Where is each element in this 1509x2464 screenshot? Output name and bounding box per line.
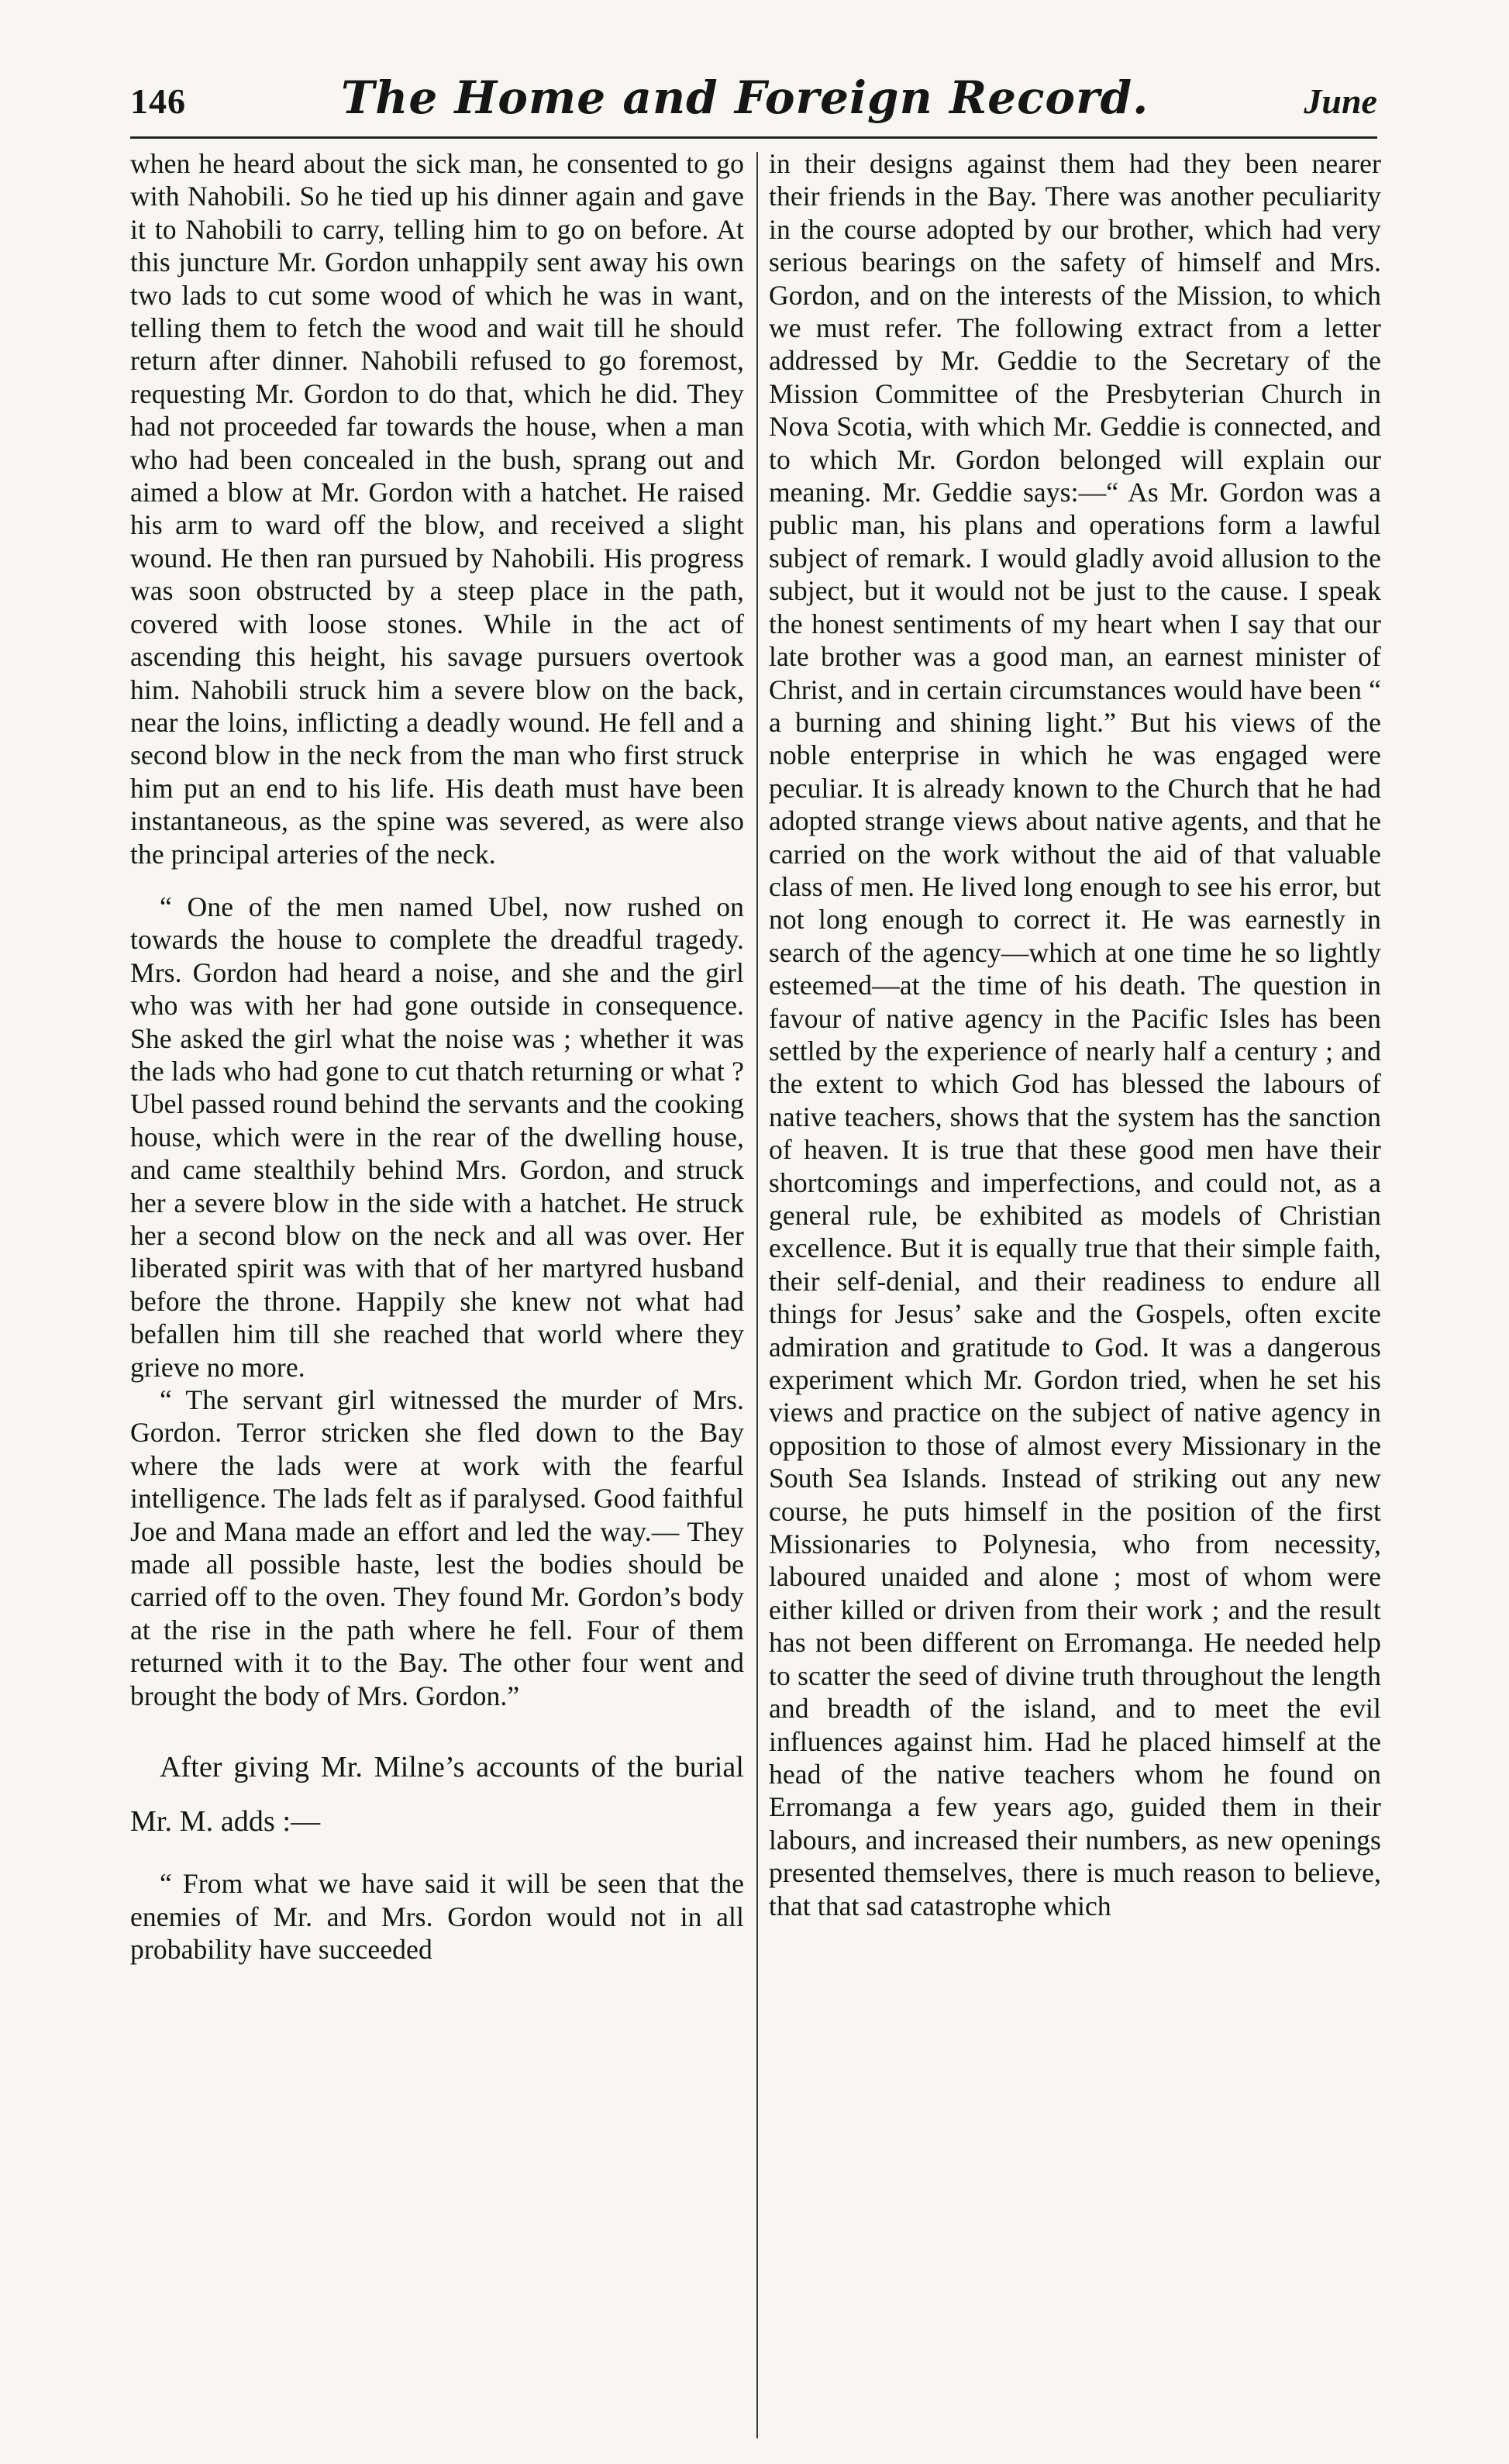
intro-paragraph: After giving Mr. Milne’s accounts of the burial Mr. M. adds :—: [130, 1751, 744, 1839]
column-divider: [756, 152, 758, 2438]
paragraph: when he heard about the sick man, he consented to go with Nahobili. So he tied up his dinner again and gave it to Nahobili to carry, telling him to go on before. At this juncture Mr. Gordon unhappily sent away his own two lads to cut some wood of which he was in want, telling them to fetch the wood and wait till he should return after dinner. Nahobili refused to go foremost, requesting Mr. Gordon to do that, which he did. They had not proceeded far towards the house, when a man who had been concealed in the bush, sprang out and aimed a blow at Mr. Gordon with a hatchet. He raised his arm to ward off the blow, and received a slight wound. He then ran pursued by Nahobili. His progress was soon obstructed by a steep place in the path, covered with loose stones. While in the act of ascending this height, his savage pursuers overtook him. Nahobili struck him a severe blow on the back, near the loins, inflicting a deadly wound. He fell and a second blow in the neck from the man who first struck him put an end to his life. His death must have been instantaneous, as the spine was severed, as were also the principal arteries of the neck.: [130, 148, 744, 870]
header-rule: [130, 136, 1377, 139]
issue-month: June: [1304, 81, 1377, 121]
page-header: [130, 71, 1377, 130]
page-number: 146: [130, 81, 186, 121]
running-title: The Home and Foreign Record.: [341, 71, 1149, 124]
right-column: [769, 147, 1381, 2442]
paragraph: “ The servant girl witnessed the murder of Mrs. Gordon. Terror stricken she fled down to the Bay where the lads were at work with the fearful intelligence. The lads felt as if paralysed. Good faithful Joe and Mana made an effort and led the way.— They made all possible haste, lest the bodies should be carried off to the oven. They found Mr. Gordon’s body at the rise in the path where he fell. Four of them returned with it to the Bay. The other four went and brought the body of Mrs. Gordon.”: [130, 1384, 744, 1711]
paragraph: in their designs against them had they been nearer their friends in the Bay. There was another peculiarity in the course adopted by our brother, which had very serious bearings on the safety of himself and Mrs. Gordon, and on the interests of the Mission, to which we must refer. The following extract from a letter addressed by Mr. Geddie to the Secretary of the Mission Committee of the Presbyterian Church in Nova Scotia, with which Mr. Geddie is connected, and to which Mr. Gordon belonged will explain our meaning. Mr. Geddie says:—“ As Mr. Gordon was a public man, his plans and operations form a lawful subject of remark. I would gladly avoid allusion to the subject, but it would not be just to the cause. I speak the honest sentiments of my heart when I say that our late brother was a good man, an earnest minister of Christ, and in certain circumstances would have been “ a burning and shining light.” But his views of the noble enterprise in which he was engaged were peculiar. It is already known to the Church that he had adopted strange views about native agents, and that he carried on the work without the aid of that valuable class of men. He lived long enough to see his error, but not long enough to correct it. He was earnestly in search of the agency—which at one time he so lightly esteemed—at the time of his death. The question in favour of native agency in the Pacific Isles has been settled by the experience of nearly half a century ; and the extent to which God has blessed the labours of native teachers, shows that the system has the sanction of heaven. It is true that these good men have their shortcomings and imperfections, and could not, as a general rule, be exhibited as models of Christian excellence. But it is equally true that their simple faith, their self-denial, and their readiness to endure all things for Jesus’ sake and the Gospels, often excite admiration and gratitude to God. It was a dangerous experiment which Mr. Gordon tried, when he set his views and practice on the subject of native agency in opposition to those of almost every Missionary in the South Sea Islands. Instead of striking out any new course, he puts himself in the position of the first Missionaries to Polynesia, who from necessity, laboured unaided and alone ; most of whom were either killed or driven from their work ; and the result has not been different on Erromanga. He needed help to scatter the seed of divine truth throughout the length and breadth of the island, and to meet the evil influences against him. Had he placed himself at the head of the native teachers whom he found on Erromanga a few years ago, guided them in their labours, and increased their numbers, as new openings presented themselves, there is much reason to believe, that that sad catastrophe which: [769, 148, 1381, 1921]
paragraph: “ From what we have said it will be seen that the enemies of Mr. and Mrs. Gordon would not in all probability have succeeded: [130, 1868, 744, 1965]
left-column: [130, 147, 744, 2442]
paragraph: “ One of the men named Ubel, now rushed on towards the house to complete the dreadful tragedy. Mrs. Gordon had heard a noise, and she and the girl who was with her had gone outside in consequence. She asked the girl what the noise was ; whether it was the lads who had gone to cut thatch returning or what ? Ubel passed round behind the servants and the cooking house, which were in the rear of the dwelling house, and came stealthily behind Mrs. Gordon, and struck her a severe blow in the side with a hatchet. He struck her a second blow on the neck and all was over. Her liberated spirit was with that of her martyred husband before the throne. Happily she knew not what had befallen him till she reached that world where they grieve no more.: [130, 891, 744, 1383]
